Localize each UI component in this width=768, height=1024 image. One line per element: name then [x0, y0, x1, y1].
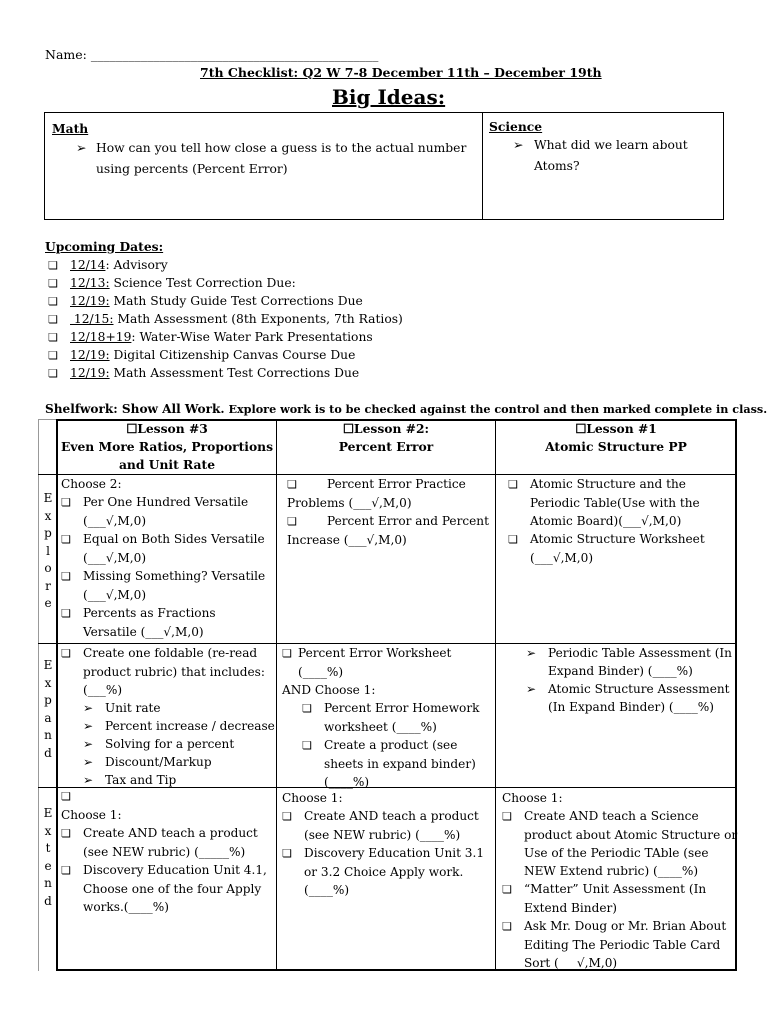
checkbox-icon[interactable]: ❏ — [61, 864, 72, 877]
item-text-cont: Use of the Periodic TAble (see — [524, 846, 709, 860]
completion-mark[interactable]: Versatile (___√,M,0) — [83, 625, 204, 639]
sub-item: ➢ Percent increase / decrease — [83, 719, 275, 733]
science-heading: Science — [489, 119, 543, 134]
expand-lesson-1-cell — [526, 644, 732, 716]
checkbox-icon[interactable]: ❏ — [502, 810, 513, 823]
expand-lesson-3-cell — [61, 644, 275, 789]
checkbox-icon[interactable]: ❏ — [48, 367, 59, 380]
row-label-border — [38, 419, 39, 971]
column-header-lesson-2 — [277, 420, 495, 456]
percent-blank[interactable]: worksheet (____%) — [324, 720, 437, 734]
list-item: ❏ Create AND teach a Science — [502, 807, 737, 826]
completion-mark[interactable]: (___√,M,0) — [83, 514, 147, 528]
item-text-cont: Periodic Table(Use with the — [530, 496, 700, 510]
math-question-line2: using percents (Percent Error) — [96, 162, 288, 176]
shelfwork-instructions — [45, 400, 767, 418]
checkbox-icon[interactable]: ❏ — [302, 739, 313, 752]
arrow-icon: ➢ — [83, 773, 94, 787]
date: 12/19: — [70, 294, 110, 308]
checkbox-icon[interactable]: ❏ — [61, 533, 72, 546]
sub-item: ➢ Periodic Table Assessment (In — [526, 646, 732, 660]
list-item: ❏ Percents as Fractions — [61, 604, 265, 623]
checkbox-icon[interactable]: ❏ — [61, 647, 72, 660]
arrow-icon: ➢ — [83, 755, 94, 769]
list-item — [48, 256, 168, 275]
list-item: ❏ Create AND teach a product — [282, 807, 484, 826]
checkbox-icon[interactable]: ❏ — [61, 827, 72, 840]
percent-blank[interactable]: (____%) — [304, 883, 350, 897]
checkbox-icon[interactable]: ❏ — [302, 702, 313, 715]
arrow-icon: ➢ — [83, 737, 94, 751]
percent-blank[interactable]: works.(____%) — [83, 900, 169, 914]
checkbox-icon[interactable]: ❏ — [48, 259, 59, 272]
item-text-cont: or 3.2 Choice Apply work. — [304, 865, 464, 879]
percent-blank[interactable]: Expand Binder) (____%) — [548, 664, 693, 678]
date: 12/14 — [70, 258, 106, 272]
completion-mark[interactable]: Increase (___√,M,0) — [287, 533, 407, 547]
sub-item: ➢ Tax and Tip — [83, 773, 177, 787]
checkbox-icon[interactable]: ❏ — [282, 647, 293, 660]
checkbox-icon[interactable]: ❏ — [502, 883, 513, 896]
event: : Advisory — [105, 258, 168, 272]
list-item: ❏ Discovery Education Unit 3.1 — [282, 844, 484, 863]
list-item: ❏ Percent Error Homework — [282, 699, 479, 718]
lesson-checkbox[interactable]: ☐Lesson #3 — [126, 421, 208, 436]
checkbox-icon[interactable]: ❏ — [282, 810, 293, 823]
checkbox-icon[interactable]: ❏ — [61, 790, 72, 803]
list-item: ❏ Atomic Structure Worksheet — [508, 530, 705, 549]
arrow-icon: ➢ — [526, 682, 537, 696]
item-text-cont: product about Atomic Structure or — [524, 828, 738, 842]
item-text-cont: Extend Binder) — [524, 901, 617, 915]
sub-item: ➢ Solving for a percent — [83, 737, 235, 751]
list-item: ❏ Percent Error Practice — [287, 475, 489, 494]
completion-mark[interactable]: (___√,M,0) — [83, 588, 147, 602]
explore-lesson-2-cell — [287, 475, 489, 549]
sub-item: ➢ Discount/Markup — [83, 755, 212, 769]
checkbox-icon[interactable]: ❏ — [287, 478, 298, 491]
event: Digital Citizenship Canvas Course Due — [109, 348, 356, 362]
row-label-border — [38, 419, 56, 420]
checkbox-icon[interactable]: ❏ — [287, 515, 298, 528]
percent-blank[interactable]: (see NEW rubric) (_____%) — [83, 845, 246, 859]
science-question-line2: Atoms? — [534, 159, 580, 173]
lesson-title: Percent Error — [338, 439, 434, 454]
completion-mark[interactable]: (___√,M,0) — [530, 551, 594, 565]
date: 12/18+19 — [70, 330, 132, 344]
event: Math Study Guide Test Corrections Due — [109, 294, 363, 308]
date: 12/15: — [70, 312, 114, 326]
list-item: ❏ Missing Something? Versatile — [61, 567, 265, 586]
upcoming-dates-heading: Upcoming Dates: — [45, 239, 164, 254]
checkbox-icon[interactable]: ❏ — [61, 607, 72, 620]
col-divider — [276, 419, 277, 971]
arrow-icon: ➢ — [76, 141, 87, 155]
list-item — [48, 274, 296, 293]
list-item: ❏ Discovery Education Unit 4.1, — [61, 861, 267, 880]
lesson-checkbox[interactable]: ☐Lesson #1 — [575, 421, 657, 436]
column-header-lesson-3 — [58, 420, 276, 474]
percent-blank[interactable]: NEW Extend rubric) (____%) — [524, 864, 699, 878]
checkbox-icon[interactable]: ❏ — [48, 331, 59, 344]
completion-mark[interactable]: Atomic Board)(___√,M,0) — [530, 514, 682, 528]
explore-lesson-1-cell — [508, 475, 705, 567]
date: 12/13: — [70, 276, 110, 290]
list-item: ❏ Create AND teach a product — [61, 824, 267, 843]
list-item: ❏ Per One Hundred Versatile — [61, 493, 265, 512]
item-text-cont: Choose one of the four Apply — [83, 882, 262, 896]
lesson-title-cont: and Unit Rate — [118, 457, 216, 472]
list-item — [48, 310, 403, 329]
list-item: ❏ Ask Mr. Doug or Mr. Brian About — [502, 917, 737, 936]
lesson-checkbox[interactable]: ☐Lesson #2: — [342, 421, 430, 436]
science-question-line1: What did we learn about — [534, 138, 688, 152]
list-item — [48, 292, 363, 311]
checkbox-icon[interactable]: ❏ — [282, 847, 293, 860]
date: 12/19: — [70, 366, 110, 380]
list-item: ❏ Create one foldable (re-read — [61, 644, 275, 663]
percent-blank[interactable]: (____%) — [298, 665, 344, 679]
completion-mark[interactable]: (___√,M,0) — [83, 551, 147, 565]
event: Math Assessment Test Corrections Due — [109, 366, 360, 380]
row-label-expand: E x p a n d — [43, 658, 53, 760]
percent-blank[interactable]: (____%) — [324, 775, 370, 789]
checkbox-icon[interactable]: ❏ — [48, 295, 59, 308]
percent-blank[interactable]: (___%) — [83, 683, 123, 697]
percent-blank[interactable]: (see NEW rubric) (____%) — [304, 828, 461, 842]
checkbox-icon[interactable]: ❏ — [48, 349, 59, 362]
date: 12/19: — [70, 348, 110, 362]
explore-lesson-3-cell — [61, 475, 265, 641]
list-item: ❏ Equal on Both Sides Versatile — [61, 530, 265, 549]
item-text-cont: product rubric) that includes: — [83, 665, 265, 679]
choose-label: Choose 1: — [502, 791, 563, 805]
list-item: ❏ Percent Error Worksheet — [282, 644, 479, 663]
arrow-icon: ➢ — [513, 138, 524, 152]
completion-mark[interactable]: Problems (___√,M,0) — [287, 496, 412, 510]
checkbox-icon[interactable]: ❏ — [508, 533, 519, 546]
row-label-explore: E x p l o r e — [43, 491, 53, 610]
event: : Water-Wise Water Park Presentations — [131, 330, 373, 344]
event: Science Test Correction Due: — [109, 276, 296, 290]
sub-item: ➢ Unit rate — [83, 701, 161, 715]
list-item — [48, 364, 359, 383]
list-item — [48, 346, 355, 365]
list-item — [48, 328, 373, 347]
checkbox-icon[interactable]: ❏ — [61, 496, 72, 509]
sub-item: ➢ Atomic Structure Assessment — [526, 682, 730, 696]
big-ideas-divider — [482, 112, 483, 220]
completion-mark[interactable]: Sort (___√,M,0) — [524, 956, 618, 970]
choose-label: Choose 1: — [282, 791, 343, 805]
extend-lesson-1-cell — [502, 789, 737, 972]
percent-blank[interactable]: (In Expand Binder) (____%) — [548, 700, 715, 714]
checkbox-icon[interactable]: ❏ — [48, 277, 59, 290]
big-ideas-heading: Big Ideas: — [332, 85, 446, 109]
item-text-cont: Editing The Periodic Table Card — [524, 938, 721, 952]
shelfwork-note: Explore work is to be checked against the control and then marked complete in class. — [224, 402, 768, 416]
lesson-title: Even More Ratios, Proportions — [60, 439, 274, 454]
shelfwork-label: Shelfwork: Show All Work. — [45, 402, 225, 416]
lesson-title: Atomic Structure PP — [545, 439, 687, 454]
checkbox-icon[interactable]: ❏ — [502, 920, 513, 933]
col-divider — [495, 419, 496, 971]
math-question-line1: How can you tell how close a guess is to the actual number — [96, 141, 467, 155]
list-item: ❏ Atomic Structure and the — [508, 475, 705, 494]
choose-label: Choose 1: — [61, 808, 122, 822]
extend-lesson-2-cell — [282, 789, 484, 899]
name-field[interactable]: Name: ______________________________________________ — [45, 47, 379, 62]
list-item: ❏ “Matter” Unit Assessment (In — [502, 880, 737, 899]
math-heading: Math — [52, 121, 89, 136]
checkbox-icon[interactable]: ❏ — [61, 570, 72, 583]
arrow-icon: ➢ — [83, 701, 94, 715]
extend-lesson-3-cell — [61, 788, 267, 916]
checkbox-icon[interactable]: ❏ — [508, 478, 519, 491]
arrow-icon: ➢ — [526, 646, 537, 660]
list-item: ❏ Create a product (see — [282, 736, 479, 755]
list-item: ❏ Percent Error and Percent — [287, 512, 489, 531]
column-header-lesson-1 — [496, 420, 736, 456]
checklist-title: 7th Checklist: Q2 W 7-8 December 11th – December 19th — [200, 65, 602, 80]
event: Math Assessment (8th Exponents, 7th Ratios) — [113, 312, 403, 326]
arrow-icon: ➢ — [83, 719, 94, 733]
checkbox-icon[interactable]: ❏ — [48, 313, 59, 326]
expand-lesson-2-cell — [282, 644, 479, 791]
choose-label: AND Choose 1: — [282, 683, 376, 697]
choose-label: Choose 2: — [61, 477, 122, 491]
row-label-extend: E x t e n d — [43, 806, 53, 908]
item-text-cont: sheets in expand binder) — [324, 757, 476, 771]
